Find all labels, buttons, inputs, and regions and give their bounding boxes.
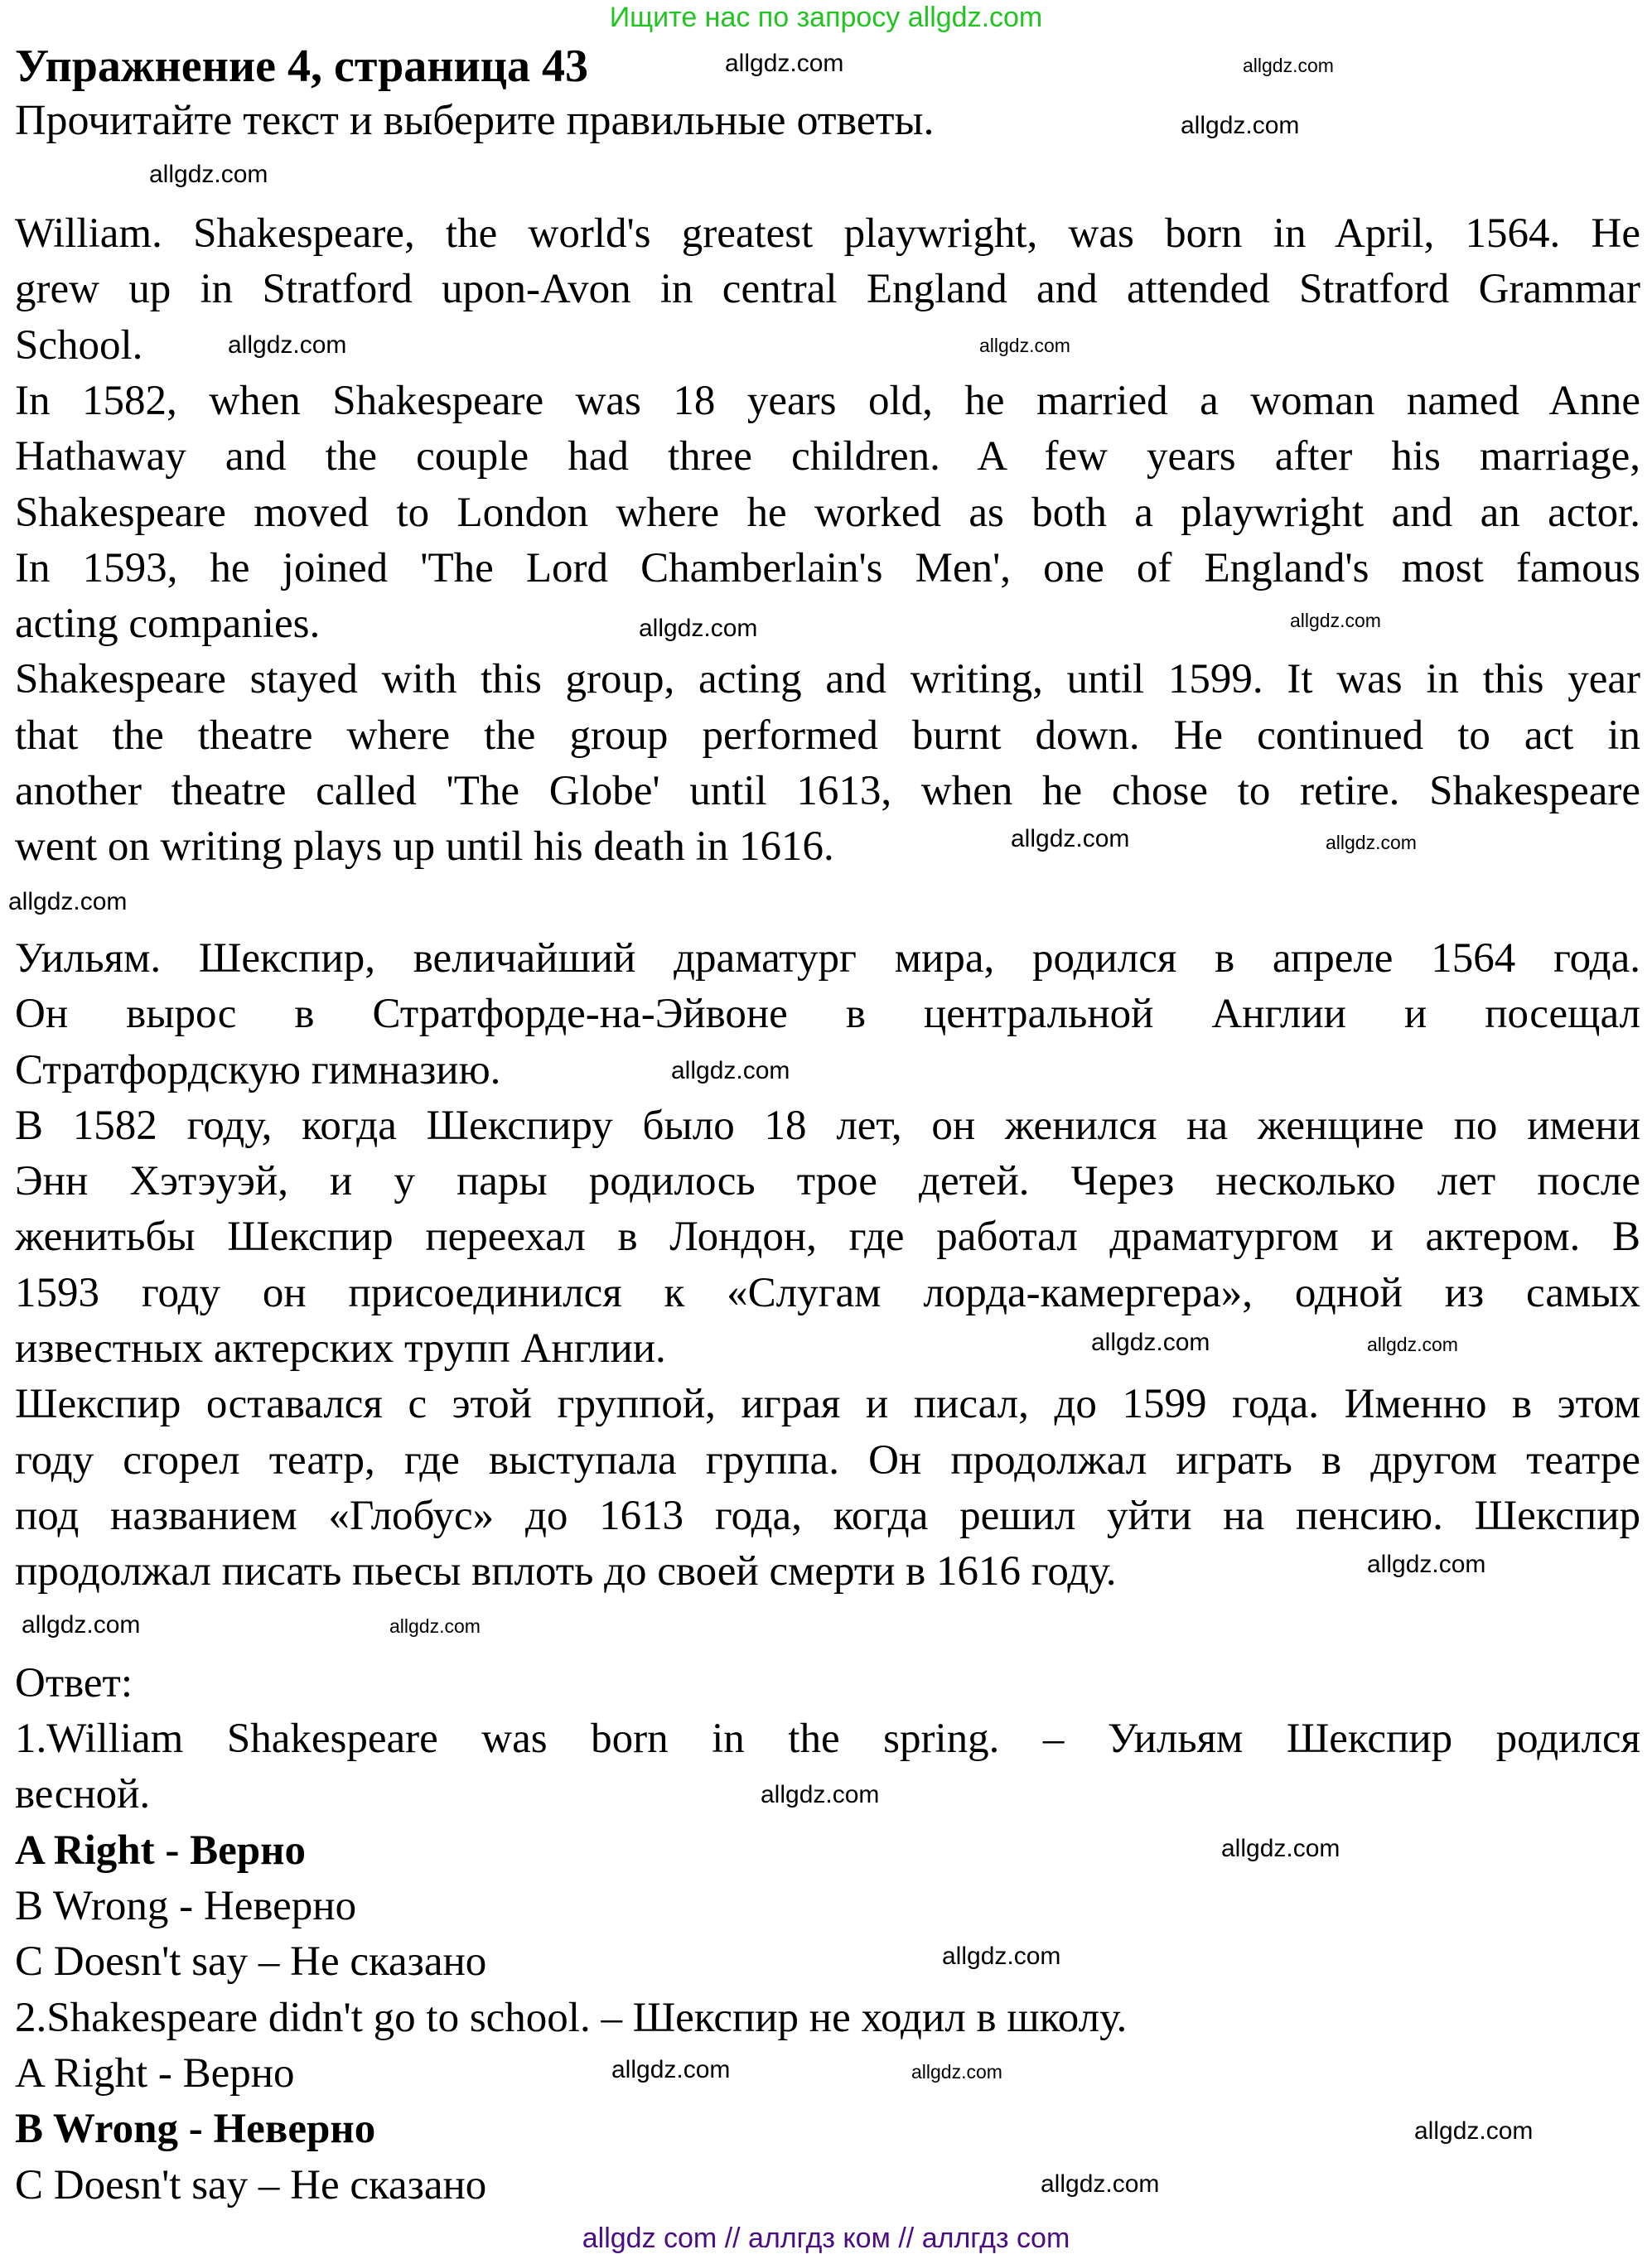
watermark-text: allgdz.com bbox=[1326, 832, 1417, 853]
text-line: Энн Хэтэуэй, и у пары родилось трое детей. Через несколько лет после bbox=[15, 1158, 1640, 1205]
text-line: Уильям. Шекспир, величайший драматург мира, родился в апреле 1564 года. bbox=[15, 934, 1640, 982]
watermark-text: allgdz.com bbox=[1011, 825, 1130, 852]
watermark-text: allgdz.com bbox=[149, 161, 268, 188]
footer-watermark: allgdz com // аллгдз ком // аллгдз com bbox=[582, 2223, 1070, 2254]
answer-option: C Doesn't say – Не сказано bbox=[15, 1938, 487, 1986]
watermark-text: allgdz.com bbox=[725, 50, 844, 77]
watermark-text: allgdz.com bbox=[1290, 610, 1381, 631]
text-line: 2.Shakespeare didn't go to school. – Шекспир не ходил в школу. bbox=[15, 1994, 1128, 2041]
watermark-text: allgdz.com bbox=[228, 331, 347, 359]
top-banner-link[interactable]: Ищите нас по запросу allgdz.com bbox=[609, 2, 1043, 33]
text-line: acting companies. bbox=[15, 601, 321, 648]
text-line: весной. bbox=[15, 1771, 151, 1818]
answer-option: A Right - Верно bbox=[15, 1827, 306, 1874]
watermark-text: allgdz.com bbox=[1221, 1835, 1340, 1862]
text-line: женитьбы Шекспир переехал в Лондон, где работал драматургом и актером. В bbox=[15, 1214, 1640, 1261]
text-line: году сгорел театр, где выступала группа. Он продолжал играть в другом театре bbox=[15, 1436, 1640, 1484]
watermark-text: allgdz.com bbox=[979, 335, 1070, 356]
text-line: Shakespeare moved to London where he worked as both a playwright and an actor. bbox=[15, 489, 1640, 536]
text-line: another theatre called 'The Globe' until 1613, when he chose to retire. Shakespeare bbox=[15, 768, 1640, 814]
watermark-text: allgdz.com bbox=[639, 615, 758, 642]
text-line: известных актерских трупп Англии. bbox=[15, 1325, 666, 1372]
answer-option: A Right - Верно bbox=[15, 2049, 295, 2097]
text-line: Hathaway and the couple had three children. A few years after his marriage, bbox=[15, 433, 1640, 480]
text-line: In 1582, when Shakespeare was 18 years old, he married a woman named Anne bbox=[15, 377, 1640, 424]
watermark-text: allgdz.com bbox=[1243, 55, 1334, 76]
watermark-text: allgdz.com bbox=[671, 1057, 790, 1084]
text-line: went on writing plays up until his death in 1616. bbox=[15, 823, 834, 871]
text-line: Shakespeare stayed with this group, acting and writing, until 1599. It was in this year bbox=[15, 656, 1640, 703]
text-line: that the theatre where the group performed burnt down. He continued to act in bbox=[15, 712, 1640, 759]
text-line: продолжал писать пьесы вплоть до своей смерти в 1616 году. bbox=[15, 1548, 1117, 1595]
text-line: 1.William Shakespeare was born in the spring. – Уильям Шекспир родился bbox=[15, 1716, 1640, 1763]
text-line: Стратфордскую гимназию. bbox=[15, 1046, 501, 1093]
answer-option: B Wrong - Неверно bbox=[15, 1883, 357, 1929]
watermark-text: allgdz.com bbox=[389, 1615, 481, 1637]
watermark-text: allgdz.com bbox=[761, 1781, 880, 1808]
text-line: Он вырос в Стратфорде-на-Эйвоне в центральной Англии и посещал bbox=[15, 991, 1640, 1038]
task-instruction: Прочитайте текст и выберите правильные ответы. bbox=[15, 97, 935, 144]
text-line: Ответ: bbox=[15, 1659, 133, 1706]
text-line: School. bbox=[15, 321, 143, 369]
text-line: В 1582 году, когда Шекспиру было 18 лет, он женился на женщине по имени bbox=[15, 1102, 1640, 1149]
text-line: grew up in Stratford upon-Avon in central England and attended Stratford Grammar bbox=[15, 266, 1640, 313]
text-line: под названием «Глобус» до 1613 года, когда решил уйти на пенсию. Шекспир bbox=[15, 1492, 1640, 1539]
text-line: Шекспир оставался с этой группой, играя и писал, до 1599 года. Именно в этом bbox=[15, 1381, 1640, 1428]
watermark-text: allgdz.com bbox=[611, 2056, 731, 2083]
watermark-text: allgdz.com bbox=[8, 888, 128, 915]
watermark-text: allgdz.com bbox=[911, 2061, 1002, 2083]
watermark-text: allgdz.com bbox=[1367, 1334, 1458, 1355]
watermark-text: allgdz.com bbox=[1041, 2170, 1160, 2198]
answer-option: C Doesn't say – Не сказано bbox=[15, 2161, 487, 2208]
answer-option: B Wrong - Неверно bbox=[15, 2106, 376, 2153]
watermark-text: allgdz.com bbox=[1181, 112, 1300, 139]
text-line: William. Shakespeare, the world's greatest playwright, was born in April, 1564. He bbox=[15, 210, 1640, 257]
watermark-text: allgdz.com bbox=[1414, 2117, 1534, 2145]
watermark-text: allgdz.com bbox=[1367, 1551, 1486, 1578]
watermark-text: allgdz.com bbox=[942, 1943, 1061, 1970]
page-title: Упражнение 4, страница 43 bbox=[15, 41, 589, 92]
watermark-text: allgdz.com bbox=[22, 1611, 141, 1639]
text-line: 1593 году он присоединился к «Слугам лорда-камергера», одной из самых bbox=[15, 1269, 1640, 1316]
text-line: In 1593, he joined 'The Lord Chamberlain's Men', one of England's most famous bbox=[15, 544, 1640, 591]
watermark-text: allgdz.com bbox=[1091, 1329, 1210, 1356]
